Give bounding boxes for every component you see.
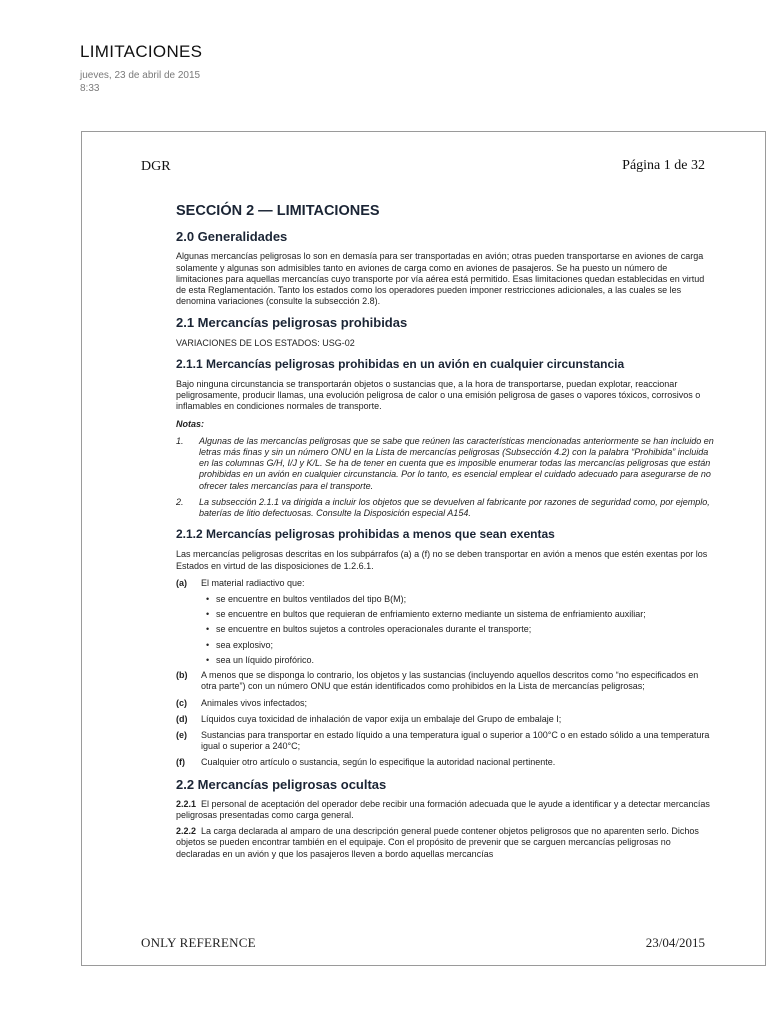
note-item	[176, 436, 716, 492]
paragraph-2-1-2: Las mercancías peligrosas descritas en los subpárrafos (a) a (f) no se deben transportar en avión a menos que estén exentas por los Estados en virtud de las disposiciones de 1.2.6.1.	[176, 549, 708, 571]
heading-2-1-2: 2.1.2 Mercancías peligrosas prohibidas a menos que sean exentas	[176, 527, 555, 542]
item-label: (e)	[176, 729, 187, 740]
paragraph-2-2-1	[176, 799, 716, 821]
heading-2-1: 2.1 Mercancías peligrosas prohibidas	[176, 315, 408, 331]
paragraph-number: 2.2.2	[176, 826, 197, 837]
item-text: Sustancias para transportar en estado líquido a una temperatura igual o superior a 100°C o en estado sólido a una temperatura igual o superior a 240°C;	[201, 729, 710, 752]
bullet-text: sea explosivo;	[216, 639, 274, 650]
list-item-e	[176, 730, 716, 752]
item-label: (b)	[176, 670, 188, 681]
bullet-item: • sea explosivo;	[206, 639, 274, 650]
heading-2-2: 2.2 Mercancías peligrosas ocultas	[176, 776, 387, 792]
page-header-right: Página 1 de 32	[622, 158, 705, 173]
paragraph-number: 2.2.1	[176, 798, 197, 809]
bullet-text: se encuentre en bultos que requieran de enfriamiento externo mediante un sistema de enfriamiento auxiliar;	[216, 609, 646, 620]
note-title: LIMITACIONES	[80, 42, 203, 61]
paragraph-2-0: Algunas mercancías peligrosas lo son en demasía para ser transportadas en avión; otras pueden transportarse en aviones de carga solamente y algunas son admisibles tanto en aviones de carga como en aviones de pasajeros. Se ha puesto un número de limitaciones para aquellas mercancías cuyo transporte por vía aérea está permitido. Esas limitaciones quedan establecidas en virtud de esta Reglamentación. Tanto los estados como los operadores pueden imponer restricciones adicionales, a las cuales se les denomina variaciones (consulte la subsección 2.8).	[176, 251, 705, 307]
bullet-item: • sea un líquido pirofórico.	[206, 654, 315, 665]
note-time: 8:33	[80, 83, 100, 94]
bullet-text: se encuentre en bultos sujetos a controles operacionales durante el transporte;	[216, 624, 532, 635]
heading-2-0: 2.0 Generalidades	[176, 229, 288, 245]
item-label: (a)	[176, 577, 187, 588]
paragraph-2-1-1: Bajo ninguna circunstancia se transportarán objetos o sustancias que, a la hora de transportarse, puedan explotar, reaccionar peligrosamente, producir llamas, una evolución peligrosa de calor o una emisión peligrosa de gases o vapores tóxicos, corrosivos o inflamables en condiciones normales de transporte.	[176, 379, 701, 412]
item-text: Animales vivos infectados;	[201, 697, 308, 708]
item-label: (f)	[176, 757, 185, 768]
document-page-image	[81, 131, 766, 966]
state-variations: VARIACIONES DE LOS ESTADOS: USG-02	[176, 337, 355, 348]
page-footer-right: 23/04/2015	[645, 935, 705, 950]
paragraph-text: La carga declarada al amparo de una descripción general puede contener objetos peligrosos que no aparenten serlo. Dichos objetos se pueden encontrar también en el equipaje. Con el propósito de prevenir que se carguen mercancías peligrosas no declaradas en un avión y que los pasajeros lleven a bordo aquellas mercancías	[176, 826, 699, 859]
bullet-item: • se encuentre en bultos que requieran de enfriamiento externo mediante un sistema de enfriamiento auxiliar;	[206, 609, 646, 620]
paragraph-text: El personal de aceptación del operador debe recibir una formación adecuada que le ayude a identificar y a detectar mercancías peligrosas presentadas como carga general.	[176, 798, 710, 820]
bullet-item: • se encuentre en bultos sujetos a controles operacionales durante el transporte;	[206, 624, 532, 635]
list-item-b	[176, 670, 716, 692]
bullet-text: sea un líquido pirofórico.	[216, 654, 315, 665]
note-text: La subsección 2.1.1 va dirigida a incluir los objetos que se devuelven al fabricante por razones de seguridad como, por ejemplo, baterías de litio defectuosas. Consulte la Disposición especial A154.	[199, 496, 710, 519]
bullet-text: se encuentre en bultos ventilados del tipo B(M);	[216, 594, 407, 605]
item-text: Cualquier otro artículo o sustancia, según lo especifique la autoridad nacional pertinente.	[201, 757, 556, 768]
bullet-item: • se encuentre en bultos ventilados del tipo B(M);	[206, 594, 407, 605]
list-item-f	[176, 757, 716, 768]
heading-2-1-1: 2.1.1 Mercancías peligrosas prohibidas en un avión en cualquier circunstancia	[176, 356, 625, 371]
item-text: El material radiactivo que:	[201, 577, 305, 588]
list-item-d	[176, 714, 716, 725]
note-item	[176, 497, 716, 519]
item-label: (c)	[176, 697, 187, 708]
item-label: (d)	[176, 713, 188, 724]
note-text: Algunas de las mercancías peligrosas que se sabe que reúnen las características mencionadas anteriormente se han incluido en letras más finas y sin un número ONU en la Lista de mercancías peligrosas (Subsección 4.2) con la palabra “Prohibida” incluida en las columnas G/H, I/J y K/L. Se ha de tener en cuenta que es imposible enumerar todas las mercancías peligrosas que están prohibidas en un avión en cualquier circunstancia. Por lo tanto, es esencial emplear el cuidado adecuado para asegurarse de no ofrecer tales mercancías para el transporte.	[199, 435, 714, 491]
section-title: SECCIÓN 2 — LIMITACIONES	[176, 203, 380, 219]
item-text: A menos que se disponga lo contrario, los objetos y las sustancias (incluyendo aquellos descritos como “no especificados en otra parte”) con un número ONU que están identificados como prohibidos en la Lista de mercancías peligrosas;	[201, 670, 699, 692]
list-item-a	[176, 578, 716, 589]
notes-label: Notas:	[176, 418, 205, 429]
page-footer-left: ONLY REFERENCE	[141, 935, 256, 950]
page-content	[176, 203, 716, 860]
page-header-left: DGR	[141, 159, 171, 174]
list-item-c	[176, 698, 716, 709]
note-number: 1.	[176, 435, 184, 446]
note-date: jueves, 23 de abril de 2015	[80, 70, 201, 81]
paragraph-2-2-2	[176, 826, 716, 860]
note-number: 2.	[176, 496, 184, 507]
item-text: Líquidos cuya toxicidad de inhalación de vapor exija un embalaje del Grupo de embalaje I;	[201, 713, 562, 724]
